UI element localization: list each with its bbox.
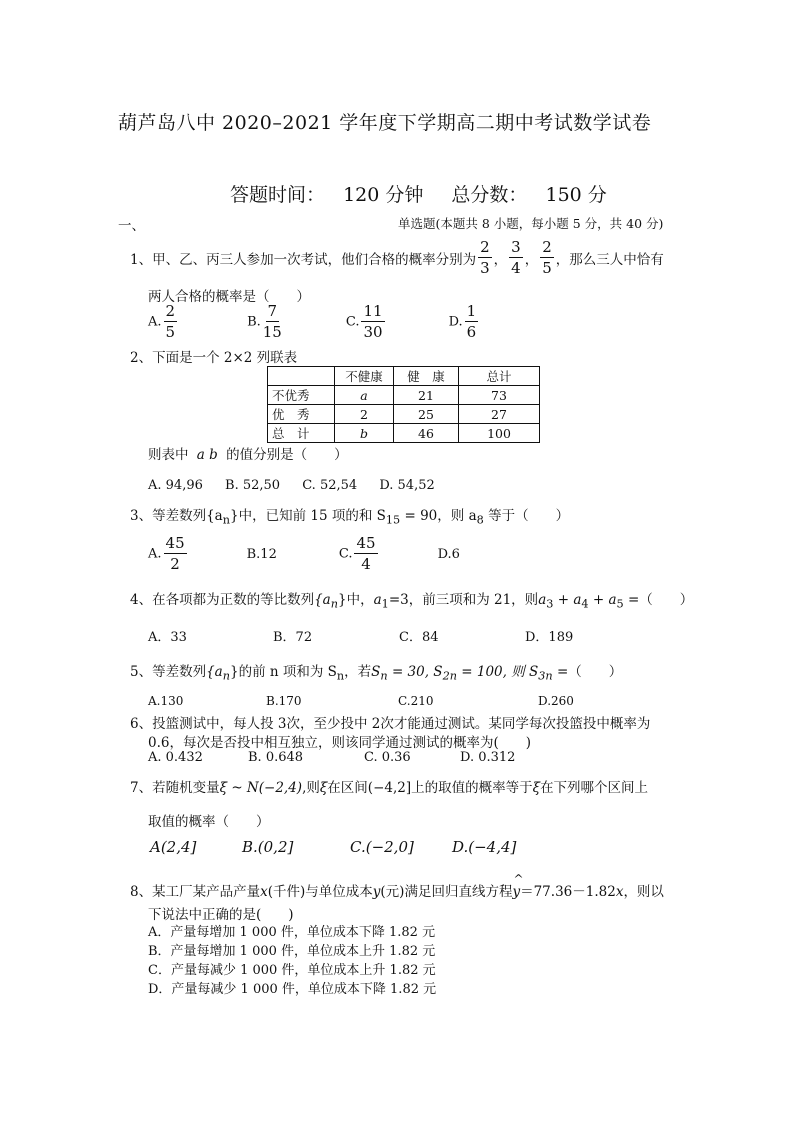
q3-lead: 3、等差数列{a [130, 508, 223, 524]
time-label: 答题时间： [230, 184, 326, 206]
q5-option-c: C.210 [398, 694, 434, 708]
q4-option-a: A．33 [148, 630, 187, 645]
table-cell: 不优秀 [268, 386, 335, 405]
q8-option-a: A．产量每增加 1 000 件，单位成本下降 1.82 元 [148, 925, 436, 940]
table-cell: 100 [459, 424, 540, 443]
q2-options [148, 478, 435, 493]
table-cell: 27 [459, 405, 540, 424]
q8-line2: 下说法中正确的是( ) [148, 907, 294, 923]
table-row [268, 424, 540, 443]
q2-option-b: B. 52,50 [225, 478, 281, 493]
q5-options [148, 694, 574, 708]
q2-option-a: A. 94,96 [148, 478, 203, 493]
q1-fraction-1: $\frac{2}{3}$ [480, 238, 490, 277]
q1-option-b: B. $\frac{7}{15}$ [247, 302, 282, 341]
table-header-row [268, 367, 540, 386]
q1-fraction-3: $\frac{2}{5}$ [542, 238, 552, 277]
q8-option-c: C．产量每减少 1 000 件，单位成本上升 1.82 元 [148, 963, 436, 978]
question-3 [130, 504, 569, 527]
table-row [268, 386, 540, 405]
q8-option-b: B．产量每增加 1 000 件，单位成本上升 1.82 元 [148, 944, 436, 959]
q3-option-a: A. $\frac{45}{2}$ [148, 534, 185, 573]
table-header-cell: 不健康 [335, 367, 394, 386]
exam-title: 葫芦岛八中 2020–2021 学年度下学期高二期中考试数学试卷 [118, 112, 652, 134]
q7-option-a: A(2,4] [150, 838, 197, 856]
q6-options [148, 750, 515, 765]
time-value: 120 分钟 [343, 184, 424, 206]
question-4: 4、在各项都为正数的等比数列$\{a_n\}$中，$a_1=3$，前三项和为 21，则$a_3 + a_4 + a_5$ =（ ） [130, 592, 694, 611]
q1-lead: 1、甲、乙、丙三人参加一次考试，他们合格的概率分别为 [130, 252, 477, 268]
question-1 [130, 240, 664, 276]
q3-mid-sub: 15 [385, 513, 401, 527]
q1-option-a: A. $\frac{2}{5}$ [148, 302, 176, 341]
table-cell: 2 [335, 405, 394, 424]
q3-option-c: C. $\frac{45}{4}$ [338, 534, 376, 573]
q3-mid: }中，已知前 15 项的和 S [229, 508, 386, 524]
q1-options [148, 304, 480, 340]
q3-option-b: B.12 [246, 546, 277, 562]
q7-option-d: D.(−4,4] [452, 838, 517, 856]
q1-sep: ， [524, 252, 539, 268]
q7-option-b: B.(0,2] [242, 838, 294, 856]
q2-ask-post: 的值分别是（ ） [226, 447, 348, 463]
q3-lead-sub: n [222, 513, 230, 527]
question-5: 5、等差数列$\{a_n\}$的前 n 项和为 $S_n$，若$S_n = 30$, $S_{2n} = 100$, 则 $S_{3n}$ =（ ） [130, 664, 623, 683]
table-header-cell: 健 康 [394, 367, 459, 386]
q7-option-c: C.(−2,0] [350, 838, 414, 856]
q6-option-c: C. 0.36 [364, 750, 411, 765]
q2-option-c: C. 52,54 [302, 478, 358, 493]
q8-options [148, 923, 436, 999]
table-row [268, 405, 540, 424]
exam-info [230, 180, 607, 207]
q2-lead: 2、下面是一个 2×2 列联表 [130, 350, 298, 366]
q2-ask-pre: 则表中 [148, 447, 189, 463]
section-description: 单选题(本题共 8 小题，每小题 5 分，共 40 分) [398, 216, 664, 231]
score-value: 150 分 [545, 184, 607, 206]
table-cell: 73 [459, 386, 540, 405]
q1-option-c: C. $\frac{11}{30}$ [345, 302, 383, 341]
contingency-table [267, 366, 540, 443]
score-label: 总分数： [451, 184, 528, 206]
q1-option-d: D. $\frac{1}{6}$ [448, 302, 477, 341]
section-number: 一、 [118, 218, 145, 234]
q5-option-d: D.260 [538, 694, 574, 708]
table-cell: b [335, 424, 394, 443]
q2-ask-var: a b [196, 447, 218, 463]
q2-option-d: D. 54,52 [379, 478, 435, 493]
table-cell: 优 秀 [268, 405, 335, 424]
table-cell: 总 计 [268, 424, 335, 443]
table-cell: a [335, 386, 394, 405]
q4-option-d: D．189 [525, 630, 574, 645]
q4-options [148, 626, 573, 645]
table-cell: 25 [394, 405, 459, 424]
q1-sep: ， [493, 252, 508, 268]
question-7: 7、若随机变量ξ ~ N(−2,4),则ξ在区间(−4,2]上的取值的概率等于ξ在下列哪个区间上 [130, 780, 649, 796]
table-header-cell [268, 367, 335, 386]
q3-end: 等于（ ） [483, 508, 570, 524]
q3-tail-sub: 8 [476, 513, 484, 527]
y-hat-symbol: ^ y [512, 884, 520, 900]
q6-option-b: B. 0.648 [248, 750, 304, 765]
q3-options [148, 536, 460, 572]
q1-fraction-2: $\frac{3}{4}$ [511, 238, 521, 277]
q3-tail: = 90，则 a [400, 508, 477, 524]
q5-option-b: B.170 [266, 694, 302, 708]
q6-option-a: A. 0.432 [148, 750, 203, 765]
question-8: 8、某工厂某产品产量x(千件)与单位成本y(元)满足回归直线方程^ y＝77.36－1.82x，则以 [130, 880, 664, 900]
q6-line2: 0.6，每次是否投中相互独立，则该同学通过测试的概率为( ) [148, 735, 532, 751]
q7-line2: 取值的概率（ ） [148, 814, 270, 830]
q6-line1: 6、投篮测试中，每人投 3次，至少投中 2次才能通过测试。某同学每次投篮投中概率为 [130, 716, 651, 732]
q7-options [150, 838, 516, 856]
table-cell: 21 [394, 386, 459, 405]
table-cell: 46 [394, 424, 459, 443]
q8-option-d: D．产量每减少 1 000 件，单位成本下降 1.82 元 [148, 982, 437, 997]
q5-option-a: A.130 [148, 694, 184, 708]
q4-option-c: C．84 [399, 630, 439, 645]
table-header-cell: 总计 [459, 367, 540, 386]
q1-tail: ，那么三人中恰有 [555, 252, 664, 268]
q6-option-d: D. 0.312 [460, 750, 516, 765]
q1-line2: 两人合格的概率是（ ） [148, 289, 310, 305]
q2-ask [148, 443, 348, 463]
q3-option-d: D.6 [437, 546, 460, 562]
q4-option-b: B．72 [273, 630, 313, 645]
